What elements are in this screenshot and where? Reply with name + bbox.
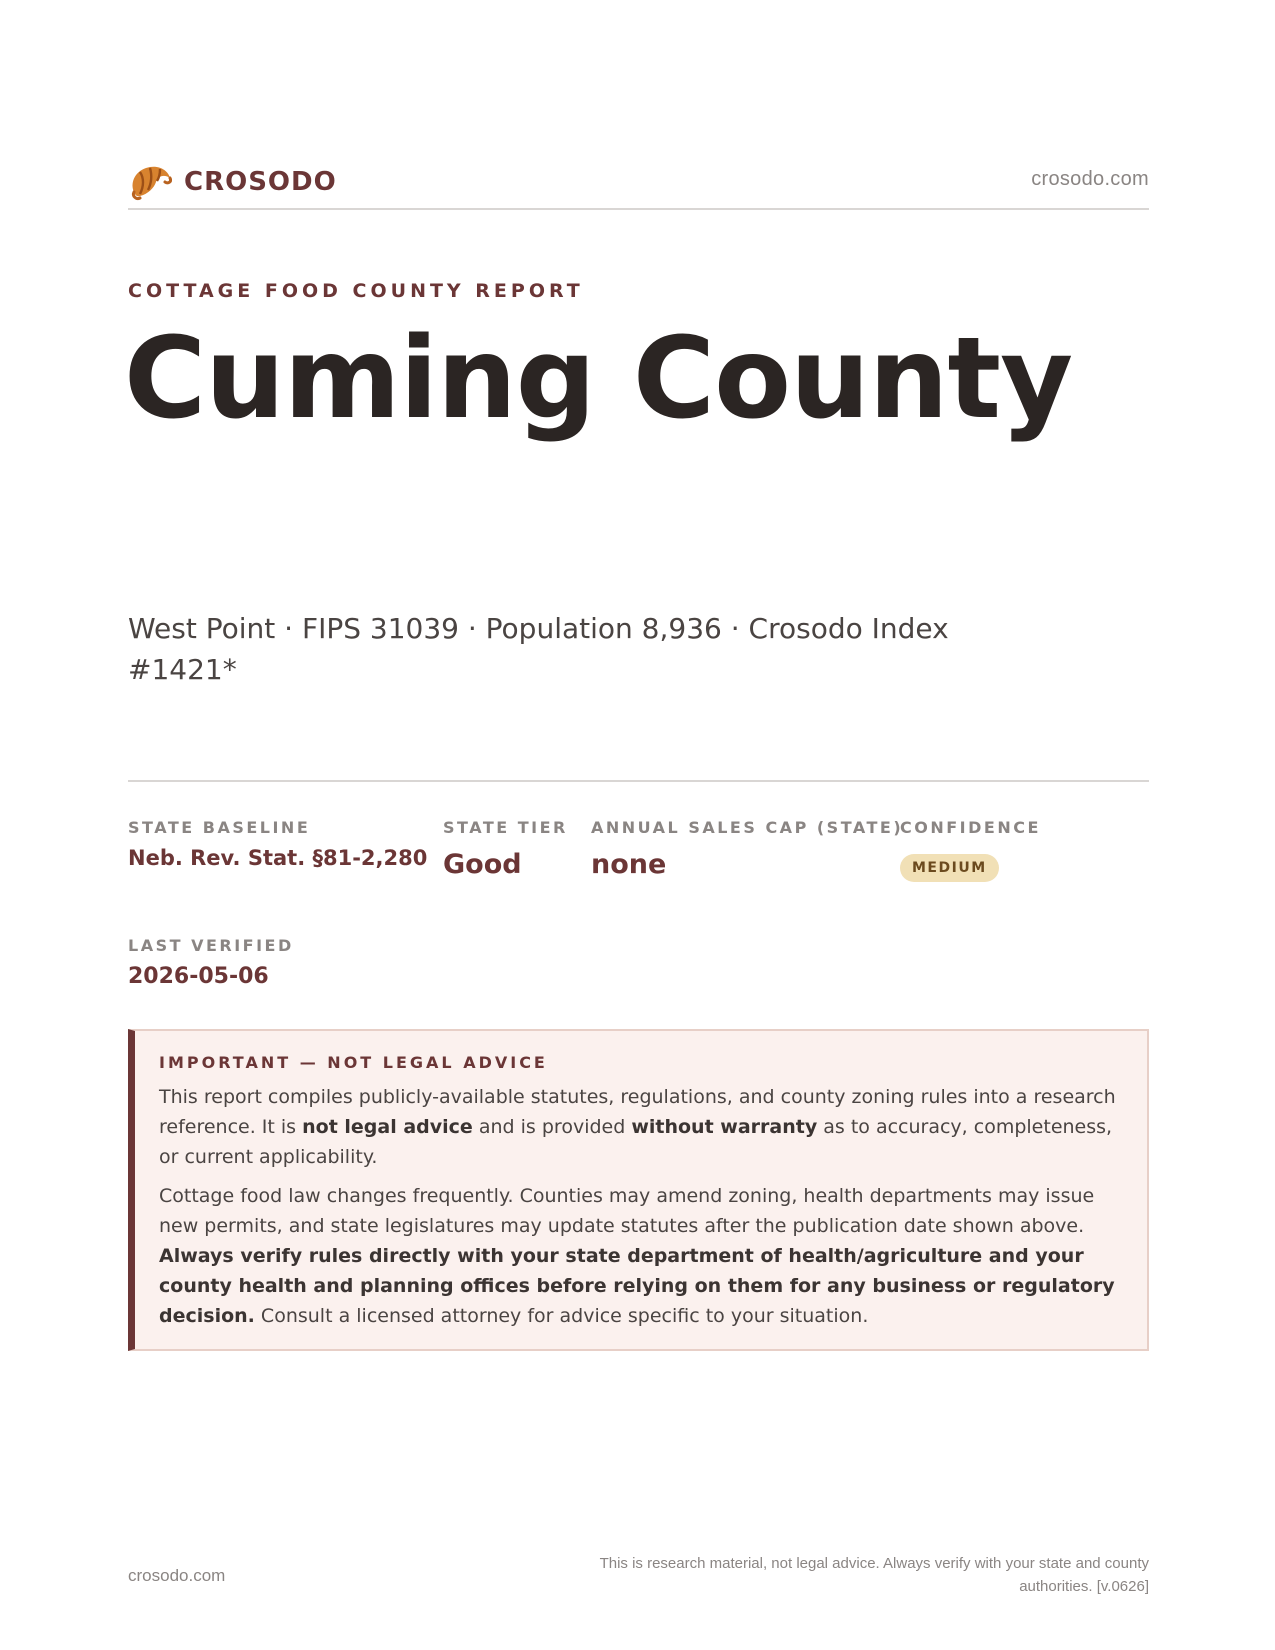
confidence-label: CONFIDENCE — [900, 818, 1041, 837]
legal-notice-box — [128, 1029, 1149, 1351]
county-subline: West Point · FIPS 31039 · Population 8,936 · Crosodo Index #1421* — [128, 612, 949, 686]
report-eyebrow: COTTAGE FOOD COUNTY REPORT — [128, 280, 584, 302]
sales-cap-label: ANNUAL SALES CAP (STATE) — [591, 818, 904, 837]
last-verified-value: 2026-05-06 — [128, 964, 269, 989]
notice-emphasis: Always verify rules directly with your state department of health/agriculture and your county health and planning offices before relying on them for any business or regulatory decision. — [159, 1245, 1115, 1327]
site-url-link[interactable]: crosodo.com — [1031, 168, 1149, 190]
notice-heading: IMPORTANT — NOT LEGAL ADVICE — [159, 1053, 548, 1072]
state-baseline-value: Neb. Rev. Stat. §81-2,280 — [128, 846, 428, 870]
notice-text: as to accuracy, completeness, or current applicability. — [159, 1116, 1113, 1168]
state-tier-value: Good — [443, 849, 522, 880]
notice-paragraph-2 — [159, 1181, 1125, 1331]
notice-text: This report compiles publicly-available statutes, regulations, and county zoning rules into a research reference. It is — [159, 1086, 1116, 1138]
report-page — [124, 0, 1149, 1650]
notice-paragraph-1 — [159, 1082, 1125, 1172]
notice-emphasis: without warranty — [631, 1116, 818, 1138]
notice-emphasis: not legal advice — [302, 1116, 473, 1138]
section-divider — [128, 780, 1149, 782]
state-baseline-label: STATE BASELINE — [128, 818, 311, 837]
top-bar — [128, 156, 1149, 210]
page-title: Cuming County — [124, 314, 1073, 444]
notice-text: Consult a licensed attorney for advice specific to your situation. — [254, 1305, 869, 1327]
last-verified-label: LAST VERIFIED — [128, 936, 294, 955]
brand[interactable] — [128, 162, 337, 202]
notice-text: and is provided — [472, 1116, 632, 1138]
sales-cap-value: none — [591, 849, 667, 880]
croissant-icon — [128, 162, 172, 202]
state-tier-label: STATE TIER — [443, 818, 568, 837]
footer-disclaimer: This is research material, not legal advice. Always verify with your state and county authorities. [v.0626] — [599, 1555, 1149, 1595]
footer-site-url[interactable]: crosodo.com — [128, 1566, 226, 1585]
notice-text: Cottage food law changes frequently. Counties may amend zoning, health departments may issue new permits, and state legislatures may update statutes after the publication date shown above. — [159, 1185, 1095, 1237]
confidence-badge: MEDIUM — [900, 854, 999, 882]
brand-name: CROSODO — [184, 167, 337, 197]
